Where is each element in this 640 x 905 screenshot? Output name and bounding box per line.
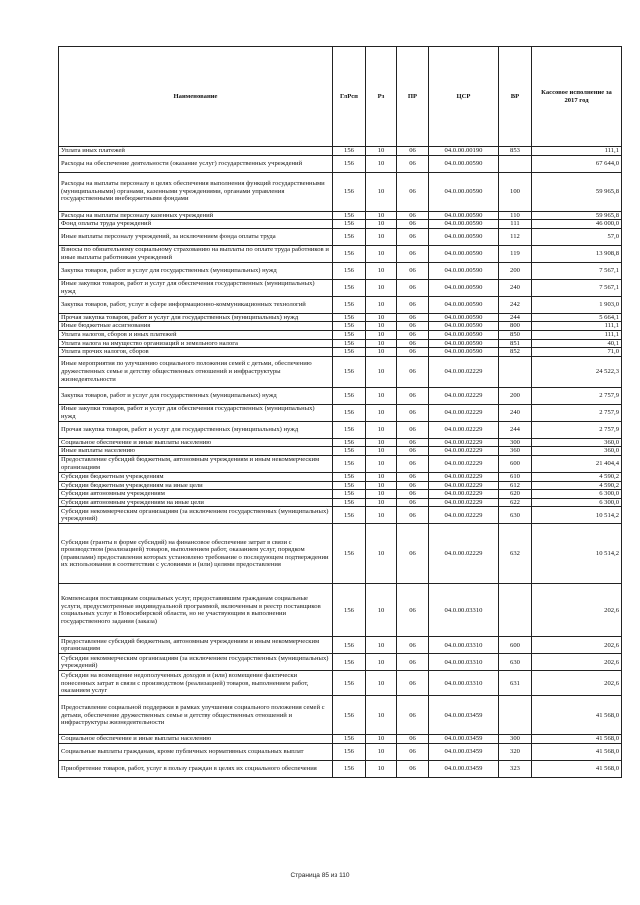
cell-vr: 600 [499,455,532,472]
cell-csr: 04.0.00.03310 [429,671,499,696]
cell-pr: 06 [397,279,429,296]
cell-rz: 10 [366,447,397,456]
header-csr: ЦСР [429,47,499,147]
cell-csr: 04.0.00.00590 [429,245,499,262]
cell-glrsp: 156 [333,339,366,348]
cell-glrsp: 156 [333,155,366,172]
cell-name: Уплата налогов, сборов и иных платежей [59,330,333,339]
cell-glrsp: 156 [333,387,366,404]
cell-name: Расходы на обеспечение деятельности (оказание услуг) государственных учреждений [59,155,333,172]
cell-glrsp: 156 [333,279,366,296]
cell-amount: 57,0 [532,228,622,245]
cell-vr: 244 [499,313,532,322]
table-row [59,211,622,220]
cell-rz: 10 [366,279,397,296]
table-row [59,524,622,584]
cell-name: Предоставление субсидий бюджетным, автономным учреждениям и иным некоммерческим организациям [59,637,333,654]
cell-name: Субсидии автономным учреждениям [59,490,333,499]
cell-rz: 10 [366,313,397,322]
cell-rz: 10 [366,155,397,172]
header-pr: ПР [397,47,429,147]
cell-glrsp: 156 [333,498,366,507]
cell-csr: 04.0.00.00590 [429,279,499,296]
cell-pr: 06 [397,524,429,584]
cell-vr: 360 [499,447,532,456]
cell-rz: 10 [366,438,397,447]
cell-name: Иные выплаты персоналу учреждений, за исключением фонда оплаты труда [59,228,333,245]
header-vr: ВР [499,47,532,147]
budget-table [58,46,622,778]
cell-pr: 06 [397,172,429,211]
cell-name: Социальные выплаты гражданам, кроме публичных нормативных социальных выплат [59,743,333,760]
cell-csr: 04.0.00.02229 [429,387,499,404]
cell-vr: 853 [499,147,532,156]
header-rz: Рз [366,47,397,147]
cell-amount: 6 300,0 [532,490,622,499]
cell-csr: 04.0.00.02229 [429,490,499,499]
table-row [59,760,622,777]
cell-pr: 06 [397,490,429,499]
cell-glrsp: 156 [333,696,366,735]
cell-csr: 04.0.00.00590 [429,339,499,348]
cell-name: Субсидии некоммерческим организациям (за исключением государственных (муниципальных) учреждений) [59,507,333,524]
cell-glrsp: 156 [333,743,366,760]
cell-rz: 10 [366,262,397,279]
table-row [59,348,622,357]
cell-amount: 2 757,9 [532,421,622,438]
cell-amount: 202,6 [532,584,622,637]
cell-vr: 850 [499,330,532,339]
cell-name: Закупка товаров, работ, услуг в сфере информационно-коммуникационных технологий [59,296,333,313]
cell-rz: 10 [366,455,397,472]
cell-csr: 04.0.00.00590 [429,155,499,172]
cell-csr: 04.0.00.02229 [429,404,499,421]
cell-glrsp: 156 [333,404,366,421]
cell-vr: 320 [499,743,532,760]
cell-glrsp: 156 [333,348,366,357]
table-row [59,404,622,421]
cell-pr: 06 [397,438,429,447]
cell-rz: 10 [366,743,397,760]
cell-vr: 119 [499,245,532,262]
cell-csr: 04.0.00.00590 [429,348,499,357]
cell-glrsp: 156 [333,172,366,211]
cell-rz: 10 [366,654,397,671]
cell-glrsp: 156 [333,211,366,220]
cell-csr: 04.0.00.02229 [429,455,499,472]
table-row [59,671,622,696]
cell-amount: 13 908,8 [532,245,622,262]
cell-pr: 06 [397,735,429,744]
cell-glrsp: 156 [333,735,366,744]
cell-amount: 7 567,1 [532,279,622,296]
table-row [59,387,622,404]
cell-amount: 2 757,9 [532,387,622,404]
table-row [59,220,622,229]
cell-name: Прочая закупка товаров, работ и услуг для государственных (муниципальных) нужд [59,313,333,322]
cell-vr [499,584,532,637]
cell-rz: 10 [366,637,397,654]
table-row [59,584,622,637]
cell-pr: 06 [397,330,429,339]
cell-pr: 06 [397,245,429,262]
cell-pr: 06 [397,472,429,481]
cell-amount: 111,1 [532,322,622,331]
cell-glrsp: 156 [333,671,366,696]
cell-vr: 630 [499,654,532,671]
cell-glrsp: 156 [333,245,366,262]
table-row [59,490,622,499]
cell-amount: 1 903,0 [532,296,622,313]
cell-csr: 04.0.00.00590 [429,228,499,245]
cell-csr: 04.0.00.02229 [429,524,499,584]
cell-csr: 04.0.00.00190 [429,147,499,156]
cell-name: Иные мероприятия по улучшению социального положения семей с детьми, обеспечению дружественных семье и детству общественных отношений и инфраструктуры жизнедеятельности [59,356,333,387]
cell-glrsp: 156 [333,472,366,481]
cell-csr: 04.0.00.02229 [429,481,499,490]
cell-vr: 244 [499,421,532,438]
cell-amount: 21 404,4 [532,455,622,472]
cell-csr: 04.0.00.02229 [429,356,499,387]
cell-vr: 200 [499,387,532,404]
cell-rz: 10 [366,330,397,339]
cell-csr: 04.0.00.00590 [429,211,499,220]
cell-csr: 04.0.00.02229 [429,498,499,507]
cell-name: Уплата налога на имущество организаций и земельного налога [59,339,333,348]
cell-rz: 10 [366,228,397,245]
cell-pr: 06 [397,498,429,507]
cell-pr: 06 [397,671,429,696]
cell-name: Субсидии бюджетным учреждениям [59,472,333,481]
cell-pr: 06 [397,228,429,245]
cell-pr: 06 [397,760,429,777]
cell-csr: 04.0.00.03459 [429,735,499,744]
table-row [59,507,622,524]
cell-vr: 300 [499,438,532,447]
table-row [59,356,622,387]
cell-amount: 41 568,0 [532,735,622,744]
table-row [59,262,622,279]
cell-amount: 202,6 [532,654,622,671]
cell-rz: 10 [366,696,397,735]
cell-csr: 04.0.00.00590 [429,262,499,279]
cell-glrsp: 156 [333,421,366,438]
cell-name: Субсидии автономным учреждениям на иные цели [59,498,333,507]
cell-name: Закупка товаров, работ и услуг для государственных (муниципальных) нужд [59,262,333,279]
cell-pr: 06 [397,481,429,490]
cell-name: Субсидии (гранты в форме субсидий) на финансовое обеспечение затрат в связи с производством (реализацией) товаров, выполнением работ, оказанием услуг, порядком (правилами) предоставления которых установлено требование о последующем подтверждении их использования в соответствии с условиями и (или) целями предоставления [59,524,333,584]
cell-amount: 4 590,2 [532,472,622,481]
cell-csr: 04.0.00.02229 [429,438,499,447]
cell-amount: 59 965,8 [532,211,622,220]
cell-vr: 852 [499,348,532,357]
cell-pr: 06 [397,313,429,322]
header-name: Наименование [59,47,333,147]
table-row [59,313,622,322]
cell-csr: 04.0.00.00590 [429,313,499,322]
cell-pr: 06 [397,348,429,357]
cell-csr: 04.0.00.02229 [429,421,499,438]
cell-rz: 10 [366,472,397,481]
page-number: Страница 85 из 110 [290,872,350,879]
cell-amount: 41 568,0 [532,743,622,760]
table-row [59,228,622,245]
table-row [59,147,622,156]
cell-rz: 10 [366,147,397,156]
cell-vr: 110 [499,211,532,220]
cell-glrsp: 156 [333,507,366,524]
cell-vr: 612 [499,481,532,490]
cell-amount: 41 568,0 [532,696,622,735]
table-header-row [59,47,622,147]
cell-amount: 46 000,0 [532,220,622,229]
table-row [59,455,622,472]
cell-vr: 620 [499,490,532,499]
cell-name: Социальное обеспечение и иные выплаты населению [59,735,333,744]
header-glrsp: ГлРсп [333,47,366,147]
cell-amount: 10 514,2 [532,507,622,524]
cell-csr: 04.0.00.03310 [429,654,499,671]
cell-glrsp: 156 [333,490,366,499]
cell-vr: 600 [499,637,532,654]
cell-pr: 06 [397,147,429,156]
cell-pr: 06 [397,339,429,348]
cell-csr: 04.0.00.02229 [429,447,499,456]
cell-name: Расходы на выплаты персоналу казенных учреждений [59,211,333,220]
cell-amount: 40,1 [532,339,622,348]
cell-rz: 10 [366,296,397,313]
table-row [59,322,622,331]
cell-rz: 10 [366,507,397,524]
cell-vr: 112 [499,228,532,245]
cell-amount: 5 664,1 [532,313,622,322]
cell-pr: 06 [397,654,429,671]
cell-amount: 24 522,3 [532,356,622,387]
cell-name: Прочая закупка товаров, работ и услуг для государственных (муниципальных) нужд [59,421,333,438]
cell-vr: 610 [499,472,532,481]
table-body [59,147,622,778]
cell-name: Взносы по обязательному социальному страхованию на выплаты по оплате труда работников и иные выплаты работникам учреждений [59,245,333,262]
table-row [59,172,622,211]
cell-vr [499,696,532,735]
cell-csr: 04.0.00.03459 [429,760,499,777]
cell-csr: 04.0.00.00590 [429,330,499,339]
cell-rz: 10 [366,498,397,507]
cell-pr: 06 [397,743,429,760]
cell-name: Уплата иных платежей [59,147,333,156]
table-row [59,481,622,490]
cell-glrsp: 156 [333,455,366,472]
header-amount: Кассовое исполнение за 2017 год [532,47,622,147]
cell-pr: 06 [397,220,429,229]
cell-amount: 10 514,2 [532,524,622,584]
cell-vr: 111 [499,220,532,229]
table-row [59,637,622,654]
table-row [59,438,622,447]
cell-amount: 59 965,8 [532,172,622,211]
cell-glrsp: 156 [333,481,366,490]
cell-vr: 800 [499,322,532,331]
cell-rz: 10 [366,404,397,421]
table-row [59,472,622,481]
table-row [59,296,622,313]
cell-glrsp: 156 [333,760,366,777]
cell-pr: 06 [397,584,429,637]
cell-rz: 10 [366,356,397,387]
cell-glrsp: 156 [333,584,366,637]
cell-glrsp: 156 [333,438,366,447]
cell-vr: 242 [499,296,532,313]
cell-glrsp: 156 [333,220,366,229]
cell-pr: 06 [397,404,429,421]
cell-csr: 04.0.00.00590 [429,172,499,211]
cell-name: Предоставление субсидий бюджетным, автономным учреждениям и иным некоммерческим организациям [59,455,333,472]
table-row [59,421,622,438]
cell-glrsp: 156 [333,330,366,339]
cell-vr: 240 [499,404,532,421]
table-row [59,498,622,507]
cell-rz: 10 [366,584,397,637]
cell-name: Иные закупки товаров, работ и услуг для обеспечения государственных (муниципальных) нужд [59,279,333,296]
table-row [59,279,622,296]
cell-pr: 06 [397,447,429,456]
cell-amount: 360,0 [532,438,622,447]
cell-amount: 202,6 [532,671,622,696]
cell-rz: 10 [366,220,397,229]
table-row [59,696,622,735]
cell-csr: 04.0.00.03310 [429,637,499,654]
cell-pr: 06 [397,262,429,279]
cell-rz: 10 [366,211,397,220]
cell-rz: 10 [366,760,397,777]
table-row [59,245,622,262]
cell-pr: 06 [397,637,429,654]
table-row [59,654,622,671]
cell-pr: 06 [397,211,429,220]
cell-name: Уплата прочих налогов, сборов [59,348,333,357]
cell-glrsp: 156 [333,262,366,279]
cell-vr: 631 [499,671,532,696]
cell-name: Закупка товаров, работ и услуг для государственных (муниципальных) нужд [59,387,333,404]
table-row [59,447,622,456]
cell-name: Расходы на выплаты персоналу в целях обеспечения выполнения функций государственными (муниципальными) органами, казенными учреждениями, органами управления государственными внебюджетными фондами [59,172,333,211]
cell-name: Социальное обеспечение и иные выплаты населению [59,438,333,447]
cell-name: Предоставление социальной поддержки в рамках улучшения социального положения семей с детьми, обеспечение дружественных семье и детству общественных отношений и инфраструктуры жизнедеятельности [59,696,333,735]
cell-amount: 41 568,0 [532,760,622,777]
cell-rz: 10 [366,671,397,696]
cell-csr: 04.0.00.03310 [429,584,499,637]
cell-csr: 04.0.00.00590 [429,296,499,313]
cell-name: Компенсация поставщикам социальных услуг, предоставившим гражданам социальные услуги, предусмотренные индивидуальной программой, включенным в реестр поставщиков социальных услуг в Новосибирской области, но не участвующим в выполнении государственного задания (заказа) [59,584,333,637]
table-row [59,339,622,348]
cell-rz: 10 [366,524,397,584]
cell-pr: 06 [397,421,429,438]
cell-name: Приобретение товаров, работ, услуг в пользу граждан в целях их социального обеспечения [59,760,333,777]
cell-rz: 10 [366,481,397,490]
cell-pr: 06 [397,387,429,404]
cell-amount: 111,1 [532,147,622,156]
cell-vr: 100 [499,172,532,211]
cell-amount: 71,0 [532,348,622,357]
cell-name: Иные выплаты населению [59,447,333,456]
cell-pr: 06 [397,455,429,472]
cell-pr: 06 [397,296,429,313]
cell-rz: 10 [366,322,397,331]
cell-glrsp: 156 [333,322,366,331]
cell-vr: 622 [499,498,532,507]
cell-amount: 111,1 [532,330,622,339]
cell-name: Субсидии бюджетным учреждениям на иные цели [59,481,333,490]
table-row [59,155,622,172]
cell-pr: 06 [397,696,429,735]
cell-rz: 10 [366,245,397,262]
cell-rz: 10 [366,348,397,357]
cell-csr: 04.0.00.00590 [429,220,499,229]
cell-rz: 10 [366,339,397,348]
cell-glrsp: 156 [333,147,366,156]
cell-name: Иные закупки товаров, работ и услуг для обеспечения государственных (муниципальных) нужд [59,404,333,421]
cell-glrsp: 156 [333,228,366,245]
cell-glrsp: 156 [333,356,366,387]
cell-pr: 06 [397,356,429,387]
cell-glrsp: 156 [333,637,366,654]
cell-vr: 632 [499,524,532,584]
cell-vr: 200 [499,262,532,279]
cell-pr: 06 [397,322,429,331]
cell-name: Фонд оплаты труда учреждений [59,220,333,229]
cell-amount: 7 567,1 [532,262,622,279]
cell-amount: 4 590,2 [532,481,622,490]
cell-csr: 04.0.00.03459 [429,696,499,735]
cell-rz: 10 [366,735,397,744]
cell-csr: 04.0.00.02229 [429,472,499,481]
cell-vr: 300 [499,735,532,744]
cell-amount: 202,6 [532,637,622,654]
cell-csr: 04.0.00.02229 [429,507,499,524]
table-row [59,330,622,339]
table-row [59,743,622,760]
cell-name: Субсидии некоммерческим организациям (за исключением государственных (муниципальных) учреждений) [59,654,333,671]
cell-rz: 10 [366,387,397,404]
cell-glrsp: 156 [333,313,366,322]
cell-rz: 10 [366,421,397,438]
cell-glrsp: 156 [333,524,366,584]
cell-vr [499,356,532,387]
cell-pr: 06 [397,507,429,524]
cell-amount: 2 757,9 [532,404,622,421]
cell-glrsp: 156 [333,447,366,456]
cell-amount: 6 300,0 [532,498,622,507]
cell-amount: 67 644,0 [532,155,622,172]
cell-glrsp: 156 [333,296,366,313]
cell-amount: 360,0 [532,447,622,456]
cell-csr: 04.0.00.00590 [429,322,499,331]
cell-glrsp: 156 [333,654,366,671]
cell-rz: 10 [366,490,397,499]
cell-vr [499,155,532,172]
cell-csr: 04.0.00.03459 [429,743,499,760]
cell-name: Субсидии на возмещение недополученных доходов и (или) возмещение фактически понесенных затрат в связи с производством (реализацией) товаров, выполнением работ, оказанием услуг [59,671,333,696]
cell-rz: 10 [366,172,397,211]
cell-pr: 06 [397,155,429,172]
cell-vr: 630 [499,507,532,524]
table-row [59,735,622,744]
cell-vr: 240 [499,279,532,296]
cell-vr: 323 [499,760,532,777]
cell-vr: 851 [499,339,532,348]
cell-name: Иные бюджетные ассигнования [59,322,333,331]
